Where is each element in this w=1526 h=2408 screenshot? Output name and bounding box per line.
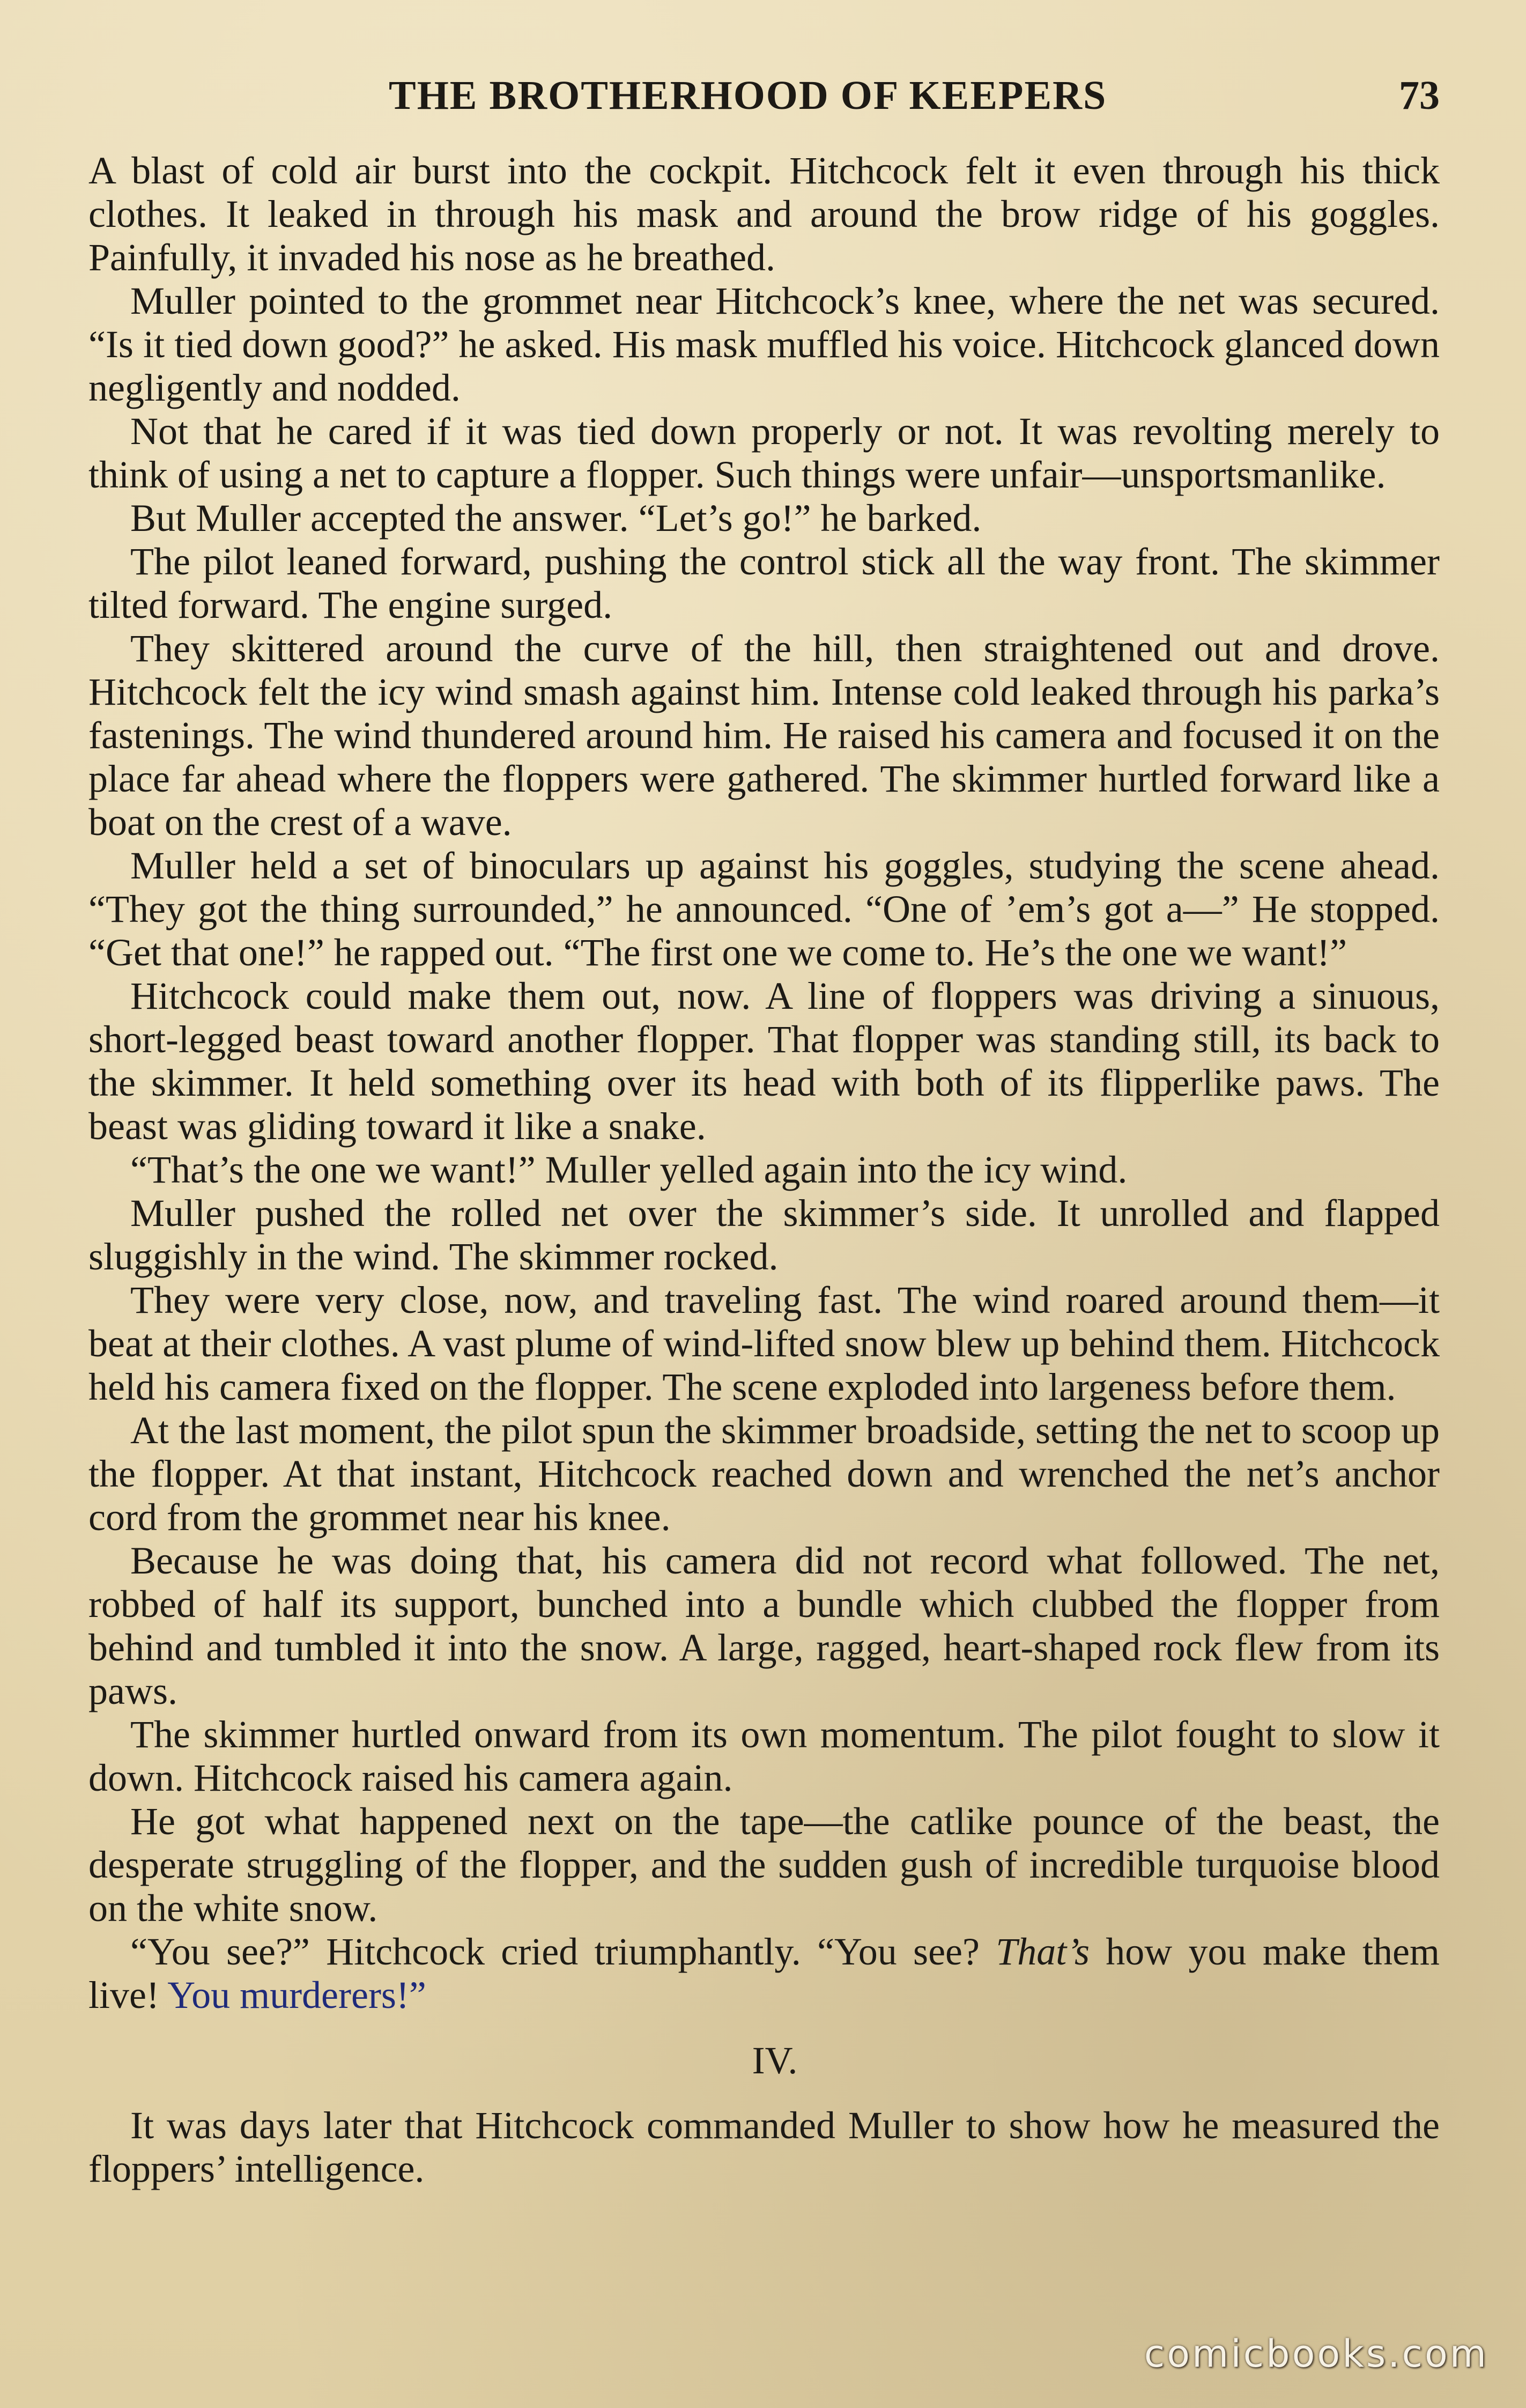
final-dialogue-paragraph [88, 1930, 1440, 2017]
dialogue-text: “You see?” Hitchcock cried triumphantly. “You see? [130, 1930, 996, 1973]
page-number: 73 [1399, 73, 1440, 118]
running-head: THE BROTHERHOOD OF KEEPERS [389, 73, 1107, 118]
watermark-text: comicbooks.com [1144, 2332, 1488, 2376]
page-header [88, 72, 1440, 126]
paragraph: It was days later that Hitchcock commanded Muller to show how he measured the floppers’ intelligence. [88, 2104, 1440, 2190]
paragraph: He got what happened next on the tape—the catlike pounce of the beast, the desperate struggling of the flopper, and the sudden gush of incredible turquoise blood on the white snow. [88, 1800, 1440, 1930]
paragraph: At the last moment, the pilot spun the skimmer broadside, setting the net to scoop up the flopper. At that instant, Hitchcock reached down and wrenched the net’s anchor cord from the grommet near his knee. [88, 1409, 1440, 1539]
emphasized-word: That’s [996, 1930, 1090, 1973]
paragraph: A blast of cold air burst into the cockpit. Hitchcock felt it even through his thick clothes. It leaked in through his mask and around the brow ridge of his goggles. Painfully, it invaded his nose as he breathed. [88, 149, 1440, 279]
dialogue-text: You murderers!” [167, 1974, 426, 2016]
dialogue-text: how you make them live! [88, 1930, 1440, 2016]
paragraph: Muller pointed to the grommet near Hitchcock’s knee, where the net was secured. “Is it tied down good?” he asked. His mask muffled his voice. Hitchcock glanced down negligently and nodded. [88, 279, 1440, 409]
paragraph: But Muller accepted the answer. “Let’s go!” he barked. [130, 497, 982, 540]
section-heading: IV. [752, 2039, 798, 2082]
paragraph: Not that he cared if it was tied down properly or not. It was revolting merely to think of using a net to capture a flopper. Such things were unfair—unsportsmanlike. [88, 410, 1440, 496]
body-text [88, 149, 1440, 2191]
paragraph: Because he was doing that, his camera did not record what followed. The net, robbed of half its support, bunched into a bundle which clubbed the flopper from behind and tumbled it into the snow. A large, ragged, heart-shaped rock flew from its paws. [88, 1539, 1440, 1712]
paragraph: Hitchcock could make them out, now. A line of floppers was driving a sinuous, short-legged beast toward another flopper. That flopper was standing still, its back to the skimmer. It held something over its head with both of its flipperlike paws. The beast was gliding toward it like a snake. [88, 974, 1440, 1148]
paragraph: They skittered around the curve of the hill, then straightened out and drove. Hitchcock felt the icy wind smash against him. Intense cold leaked through his parka’s fastenings. The wind thundered around him. He raised his camera and focused it on the place far ahead where the floppers were gathered. The skimmer hurtled forward like a boat on the crest of a wave. [88, 627, 1440, 844]
paragraph: The skimmer hurtled onward from its own momentum. The pilot fought to slow it down. Hitchcock raised his camera again. [88, 1713, 1440, 1799]
paragraph: The pilot leaned forward, pushing the control stick all the way front. The skimmer tilted forward. The engine surged. [88, 540, 1440, 626]
paragraph: “That’s the one we want!” Muller yelled again into the icy wind. [130, 1148, 1128, 1191]
paragraph: They were very close, now, and traveling fast. The wind roared around them—it beat at their clothes. A vast plume of wind-lifted snow blew up behind them. Hitchcock held his camera fixed on the flopper. The scene exploded into largeness before them. [88, 1279, 1440, 1408]
paragraph: Muller held a set of binoculars up against his goggles, studying the scene ahead. “They got the thing surrounded,” he announced. “One of ’em’s got a—” He stopped. “Get that one!” he rapped out. “The first one we come to. He’s the one we want!” [88, 844, 1440, 974]
paragraph: Muller pushed the rolled net over the skimmer’s side. It unrolled and flapped sluggishly in the wind. The skimmer rocked. [88, 1192, 1440, 1278]
